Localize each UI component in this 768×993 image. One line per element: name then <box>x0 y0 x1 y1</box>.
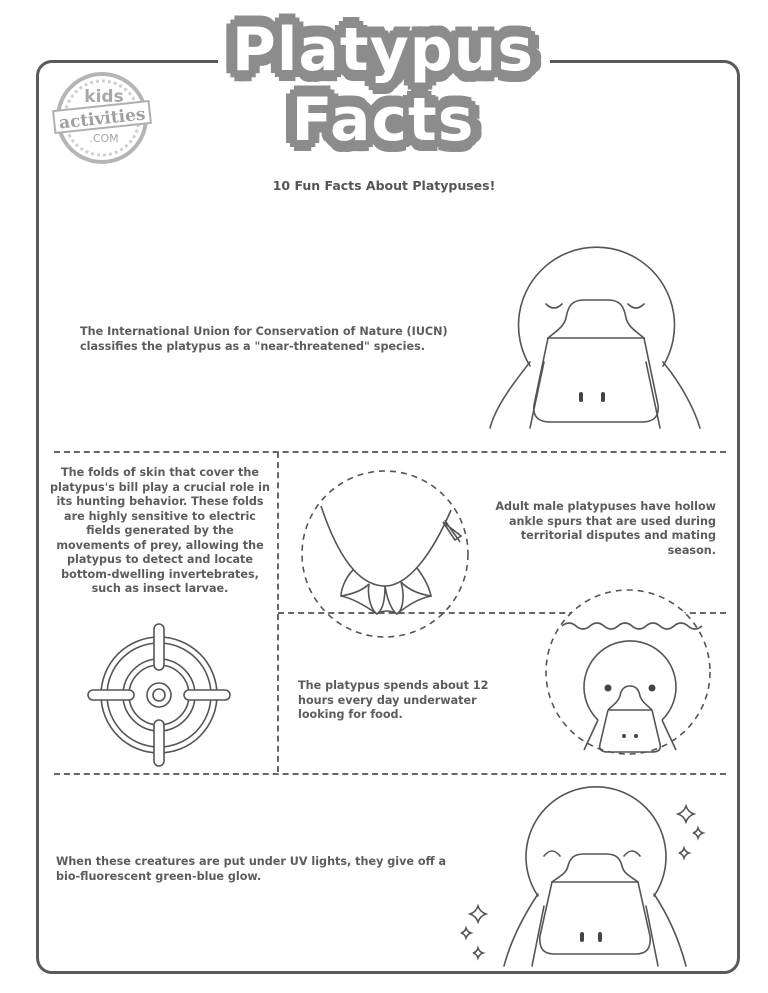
fact-ankle-spurs: Adult male platypuses have hollow ankle spurs that are used during territorial disputes and mating season. <box>495 500 716 557</box>
sparkle-icon <box>693 828 703 838</box>
title-line-2: Facts <box>291 85 475 155</box>
sparkle-icon <box>473 948 483 958</box>
logo-middle-text: activities <box>58 104 147 134</box>
platypus-underwater-icon <box>538 586 718 758</box>
page-title <box>213 6 553 158</box>
fact-underwater-hours: The platypus spends about 12 hours every day underwater looking for food. <box>298 679 489 721</box>
target-crosshair-icon <box>86 622 232 768</box>
platypus-sleeping-icon <box>488 230 708 430</box>
logo-top-text: kids <box>84 87 124 107</box>
sparkle-icon <box>678 806 694 822</box>
fact-uv-glow: When these creatures are put under UV lights, they give off a bio-fluorescent green-blue glow. <box>56 855 447 883</box>
ankle-spur-foot-icon <box>293 462 479 646</box>
fact-bill-folds: The folds of skin that cover the platypus's bill play a crucial role in its hunting behavior. These folds are highly sensitive to electric fields generated by the movements of prey, allowing the platypus to detect and locate bottom-dwelling invertebrates, such as insect larvae. <box>50 466 270 595</box>
page-subtitle: 10 Fun Facts About Platypuses! <box>272 178 496 193</box>
fact-iucn: The International Union for Conservation of Nature (IUCN) classifies the platypus as a "near-threatened" species. <box>80 325 448 353</box>
sparkle-icon <box>679 848 689 858</box>
divider-bottom <box>54 773 726 775</box>
divider-top <box>54 451 726 453</box>
kids-activities-logo <box>52 66 152 166</box>
title-line-1: Platypus <box>231 15 535 85</box>
sparkle-icon <box>461 928 471 938</box>
sparkle-icon <box>470 906 486 922</box>
logo-bottom-text: .COM <box>89 132 119 145</box>
platypus-smiling-sparkles-icon <box>456 786 706 972</box>
